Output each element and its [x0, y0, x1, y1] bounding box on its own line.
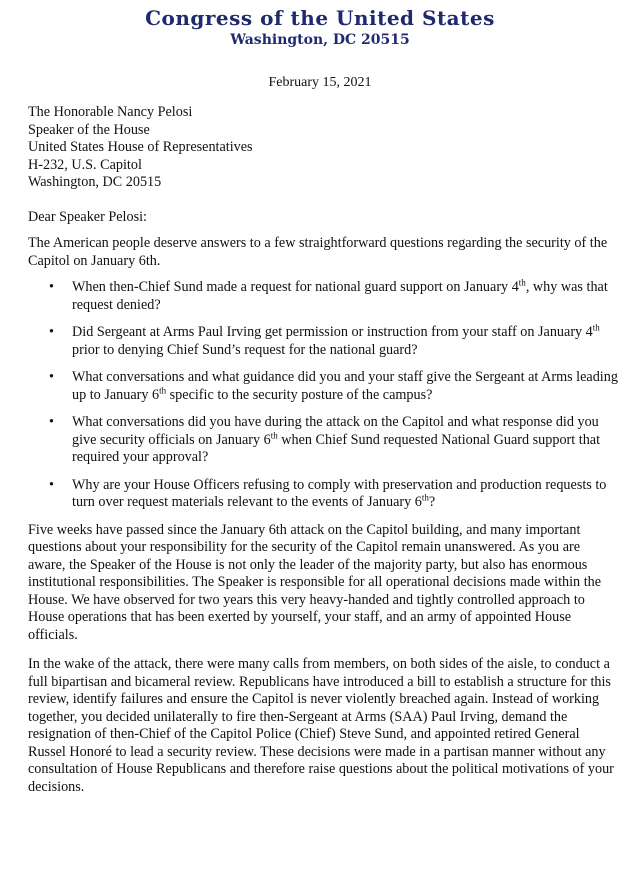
address-line: United States House of Representatives: [28, 139, 253, 155]
question-text: What conversations did you have during the attack on the Capitol and what response did you give security officials on January 6: [72, 414, 599, 448]
bullet-icon: •: [49, 324, 54, 340]
question-text: Why are your House Officers refusing to comply with preservation and production requests to turn over request materials relevant to the events of January 6: [72, 476, 607, 510]
intro-paragraph: The American people deserve answers to a few straightforward questions regarding the security of the Capitol on January 6th.: [28, 235, 608, 269]
question-text-end: specific to the security posture of the campus?: [166, 386, 433, 403]
ordinal-suffix: th: [518, 277, 526, 288]
address-line: Speaker of the House: [28, 121, 150, 138]
recipient-address: [28, 104, 620, 192]
bullet-icon: •: [49, 414, 54, 430]
ordinal-suffix: th: [159, 384, 167, 395]
letterhead-city: Washington, DC 20515: [230, 32, 410, 48]
question-text-end: prior to denying Chief Sund’s request for the national guard?: [72, 341, 418, 358]
bullet-icon: •: [49, 279, 54, 295]
letterhead: [0, 0, 640, 50]
letterhead-title: Congress of the United States: [145, 6, 495, 30]
question-text: Did Sergeant at Arms Paul Irving get permission or instruction from your staff on January 4: [72, 324, 593, 340]
question-text-end: when Chief Sund requested National Guard support that required your approval?: [72, 431, 601, 465]
letter-body: [28, 104, 620, 796]
body-paragraph: Five weeks have passed since the January 6th attack on the Capitol building, and many important questions about your responsibility for the security of the Capitol remain unanswered. As you are aware, the Speaker of the House is not only the leader of the majority party, but also has enormous institutional responsibilities. The Speaker is responsible for all operational decisions made within the House. We have observed for two years this very heavy-handed and tightly controlled approach to House operations that has been exerted by yourself, your staff, and an army of appointed House officials.: [28, 521, 602, 643]
question-text: When then-Chief Sund made a request for national guard support on January 4: [72, 279, 519, 295]
ordinal-suffix: th: [270, 429, 278, 440]
question-text-end: ?: [428, 494, 436, 510]
letter-date: February 15, 2021: [268, 75, 372, 90]
address-line: The Honorable Nancy Pelosi: [28, 104, 193, 120]
question-text-end: , why was that request denied?: [72, 279, 608, 313]
body-paragraph: In the wake of the attack, there were many calls from members, on both sides of the aisle, to conduct a full bipartisan and bicameral review. Republicans have introduced a bill to establish a structure for this review, identify failures and ensure the Capitol is never violently breached again. Instead of working together, you decided unilaterally to fire then-Sergeant at Arms (SAA) Paul Irving, demand the resignation of then-Chief of the Capitol Police (Chief) Steve Sund, and appointed retired General Russel Honoré to lead a security review. These decisions were made in a partisan manner without any consultation of House Republicans and therefore raise questions about the political motivations of your decisions.: [28, 656, 614, 795]
question-item: [28, 414, 620, 467]
question-item: [28, 279, 620, 314]
address-line: Washington, DC 20515: [28, 174, 162, 190]
salutation: Dear Speaker Pelosi:: [28, 208, 147, 225]
question-item: [28, 369, 620, 404]
ordinal-suffix: th: [592, 322, 600, 333]
address-line: H-232, U.S. Capitol: [28, 156, 142, 173]
bullet-icon: •: [49, 369, 54, 385]
question-list: [28, 279, 620, 512]
bullet-icon: •: [49, 476, 54, 493]
question-text: What conversations and what guidance did you and your staff give the Sergeant at Arms leading up to January 6: [72, 369, 618, 403]
ordinal-suffix: th: [421, 492, 429, 503]
question-item: [28, 477, 620, 512]
question-item: [28, 324, 620, 359]
